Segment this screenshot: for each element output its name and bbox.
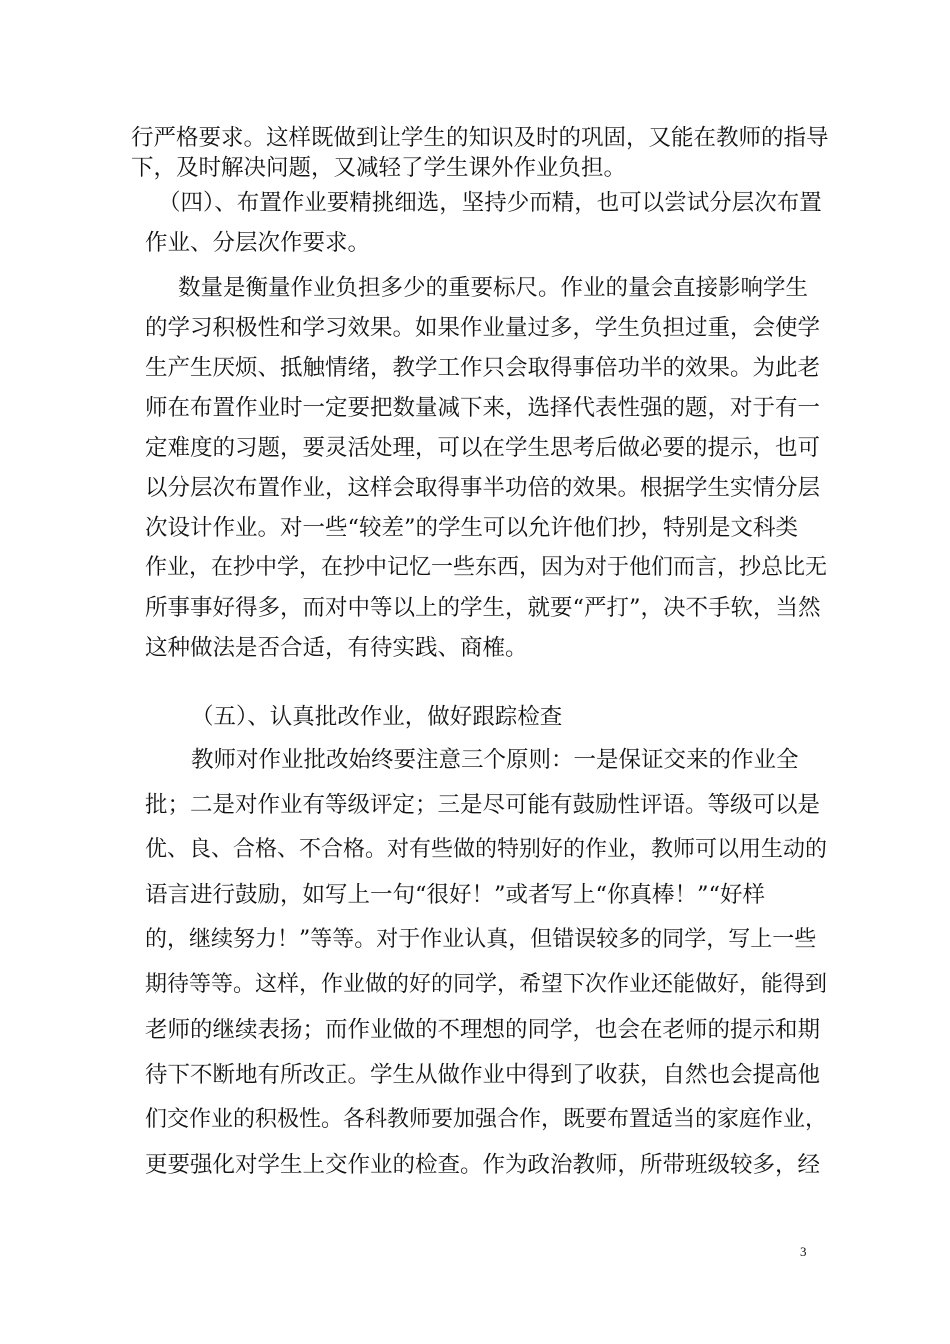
text-line: 语言进行鼓励，如写上一句“很好！”或者写上“你真棒！”“好样 bbox=[145, 882, 766, 908]
text-line: 这种做法是否合适，有待实践、商榷。 bbox=[145, 635, 528, 661]
section-heading: （四）、布置作业要精挑细选，坚持少而精，也可以尝试分层次布置 bbox=[158, 190, 822, 216]
section-heading: 作业、分层次作要求。 bbox=[145, 230, 371, 256]
text-line: 生产生厌烦、抵触情绪，教学工作只会取得事倍功半的效果。为此老 bbox=[145, 355, 821, 381]
text-line: 所事事好得多，而对中等以上的学生，就要“严打”，决不手软，当然 bbox=[145, 595, 821, 621]
text-line: 定难度的习题，要灵活处理，可以在学生思考后做必要的提示，也可 bbox=[145, 435, 821, 461]
text-line: 教师对作业批改始终要注意三个原则：一是保证交来的作业全 bbox=[191, 747, 799, 773]
text-line: 数量是衡量作业负担多少的重要标尺。作业的量会直接影响学生 bbox=[178, 275, 809, 301]
text-line: 师在布置作业时一定要把数量减下来，选择代表性强的题，对于有一 bbox=[145, 395, 821, 421]
text-line: 老师的继续表扬；而作业做的不理想的同学，也会在老师的提示和期 bbox=[145, 1017, 821, 1043]
section-heading: （五）、认真批改作业，做好跟踪检查 bbox=[191, 704, 563, 730]
text-line: 的学习积极性和学习效果。如果作业量过多，学生负担过重，会使学 bbox=[145, 315, 821, 341]
text-line: 的，继续努力！”等等。对于作业认真，但错误较多的同学，写上一些 bbox=[145, 927, 817, 952]
text-line: 下，及时解决问题，又减轻了学生课外作业负担。 bbox=[131, 155, 627, 181]
text-line: 优、良、合格、不合格。对有些做的特别好的作业，教师可以用生动的 bbox=[145, 837, 828, 862]
text-line: 期待等等。这样，作业做的好的同学，希望下次作业还能做好，能得到 bbox=[145, 972, 828, 997]
text-line: 待下不断地有所改正。学生从做作业中得到了收获，自然也会提高他 bbox=[145, 1062, 821, 1088]
text-line: 批；二是对作业有等级评定；三是尽可能有鼓励性评语。等级可以是 bbox=[145, 792, 821, 818]
text-line: 作业，在抄中学，在抄中记忆一些东西，因为对于他们而言，抄总比无 bbox=[145, 555, 828, 580]
text-line: 次设计作业。对一些“较差”的学生可以允许他们抄，特别是文科类 bbox=[145, 515, 799, 541]
text-line: 更要强化对学生上交作业的检查。作为政治教师，所带班级较多，经 bbox=[145, 1152, 821, 1178]
text-line: 们交作业的积极性。各科教师要加强合作，既要布置适当的家庭作业， bbox=[145, 1107, 828, 1132]
page-number: 3 bbox=[800, 1244, 807, 1259]
text-line: 行严格要求。这样既做到让学生的知识及时的巩固，又能在教师的指导 bbox=[131, 125, 829, 151]
text-line: 以分层次布置作业，这样会取得事半功倍的效果。根据学生实情分层 bbox=[145, 475, 821, 501]
